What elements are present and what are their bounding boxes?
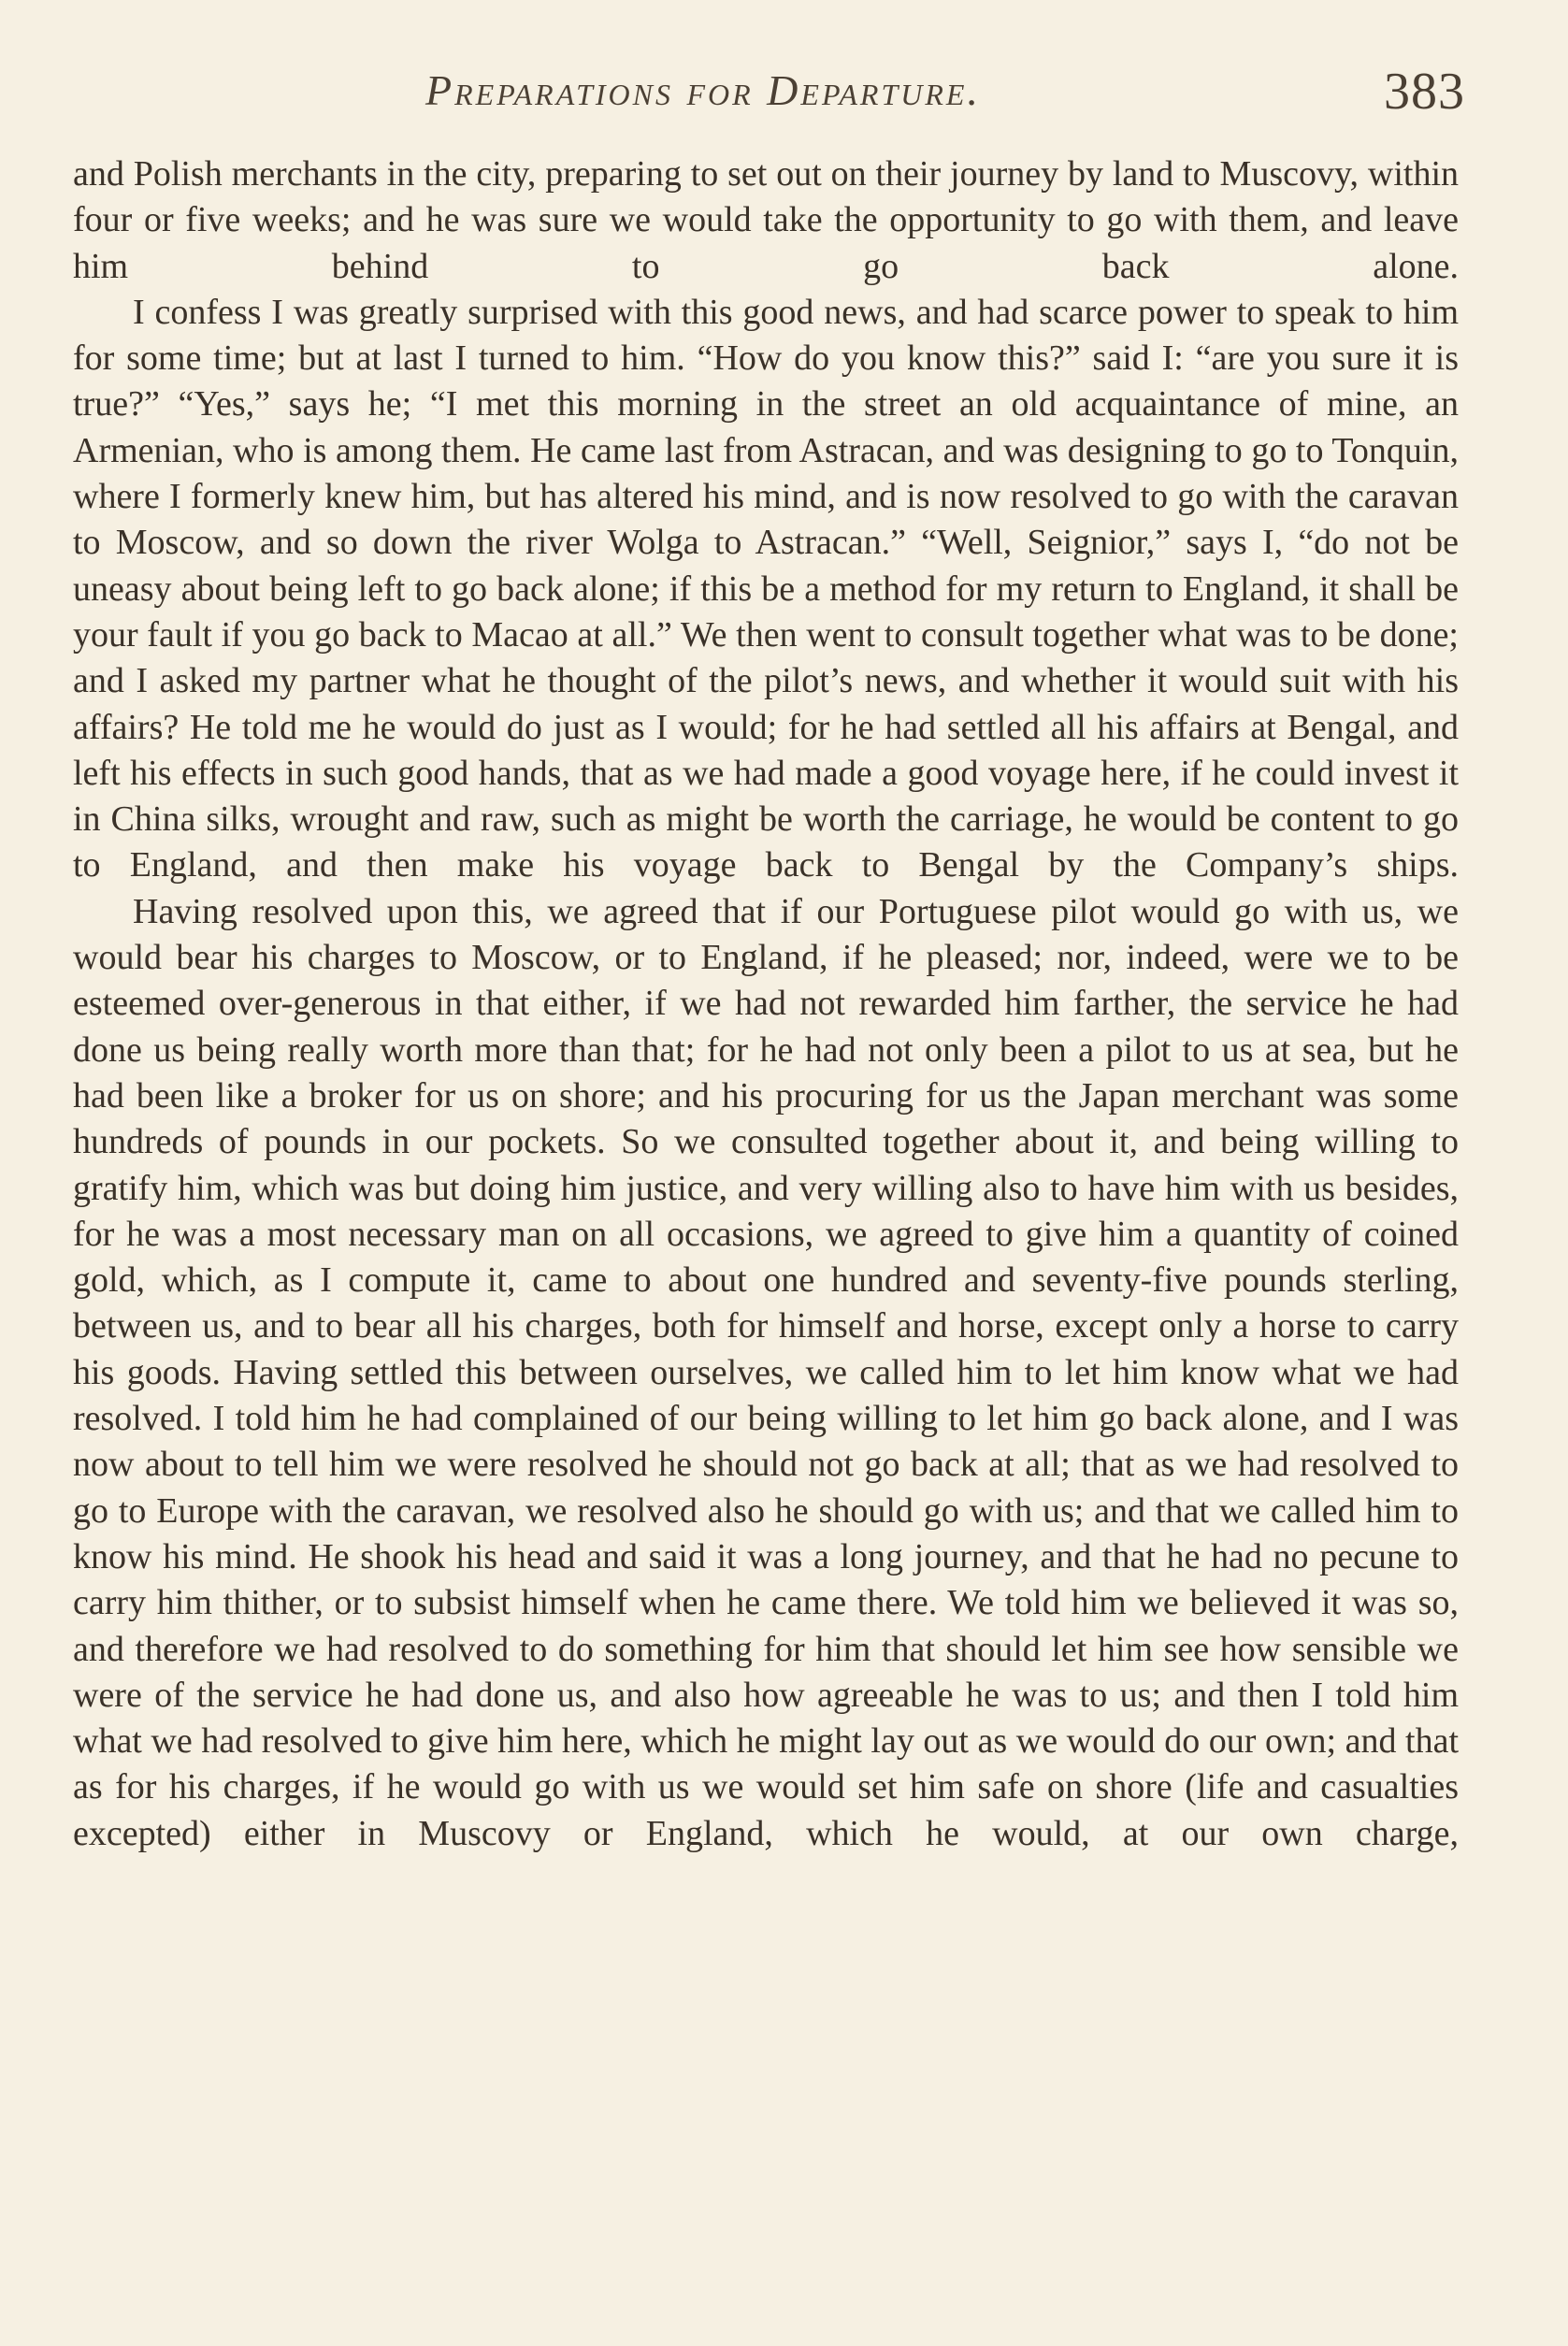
body-text [73,151,1459,1857]
paragraph-continued: and Polish merchants in the city, preparing to set out on their journey by land to Muscovy, within four or five weeks; and he was sure we would take the opportunity to go with them, and leave him behind to go back alone. [73,154,1459,286]
paragraph-resolution: Having resolved upon this, we agreed that if our Portuguese pilot would go with us, we would bear his charges to Moscow, or to England, if he pleased; nor, indeed, were we to be esteemed over-generous in that either, if we had not rewarded him farther, the service he had done us being really worth more than that; for he had not only been a pilot to us at sea, but he had been like a broker for us on shore; and his procuring for us the Japan merchant was some hundreds of pounds in our pockets. So we consulted together about it, and being willing to gratify him, which was but doing him justice, and very willing also to have him with us besides, for he was a most necessary man on all occasions, we agreed to give him a quantity of coined gold, which, as I compute it, came to about one hundred and seventy-five pounds sterling, between us, and to bear all his charges, both for himself and horse, except only a horse to carry his goods. Having settled this between ourselves, we called him to let him know what we had resolved. I told him he had complained of our being willing to let him go back alone, and I was now about to tell him we were resolved he should not go back at all; that as we had resolved to go to Europe with the caravan, we resolved also he should go with us; and that we called him to know his mind. He shook his head and said it was a long journey, and that he had no pecune to carry him thither, or to subsist himself when he came there. We told him we believed it was so, and therefore we had resolved to do something for him that should let him see how sensible we were of the service he had done us, and also how agreeable he was to us; and then I told him what we had resolved to give him here, which he might lay out as we would do our own; and that as for his charges, if he would go with us we would set him safe on shore (life and casualties excepted) either in Muscovy or England, which he would, at our own charge, [73,891,1459,1853]
running-title: Preparations for Departure. [425,66,981,114]
paragraph-pilot-news: I confess I was greatly surprised with this good news, and had scarce power to speak to him for some time; but at last I turned to him. “How do you know this?” said I: “are you sure it is true?” “Yes,” says he; “I met this morning in the street an old acquaintance of mine, an Armenian, who is among them. He came last from Astracan, and was designing to go to Tonquin, where I formerly knew him, but has altered his mind, and is now resolved to go with the caravan to Moscow, and so down the river Wolga to Astracan.” “Well, Seignior,” says I, “do not be uneasy about being left to go back alone; if this be a method for my return to England, it shall be your fault if you go back to Macao at all.” We then went to consult together what was to be done; and I asked my partner what he thought of the pilot’s news, and whether it would suit with his affairs? He told me he would do just as I would; for he had settled all his affairs at Bengal, and left his effects in such good hands, that as we had made a good voyage here, if he could invest it in China silks, wrought and raw, such as might be worth the carriage, he would be content to go to England, and then make his voyage back to Bengal by the Company’s ships. [73,292,1459,885]
running-head [0,58,1568,123]
page-number: 383 [1384,63,1465,121]
